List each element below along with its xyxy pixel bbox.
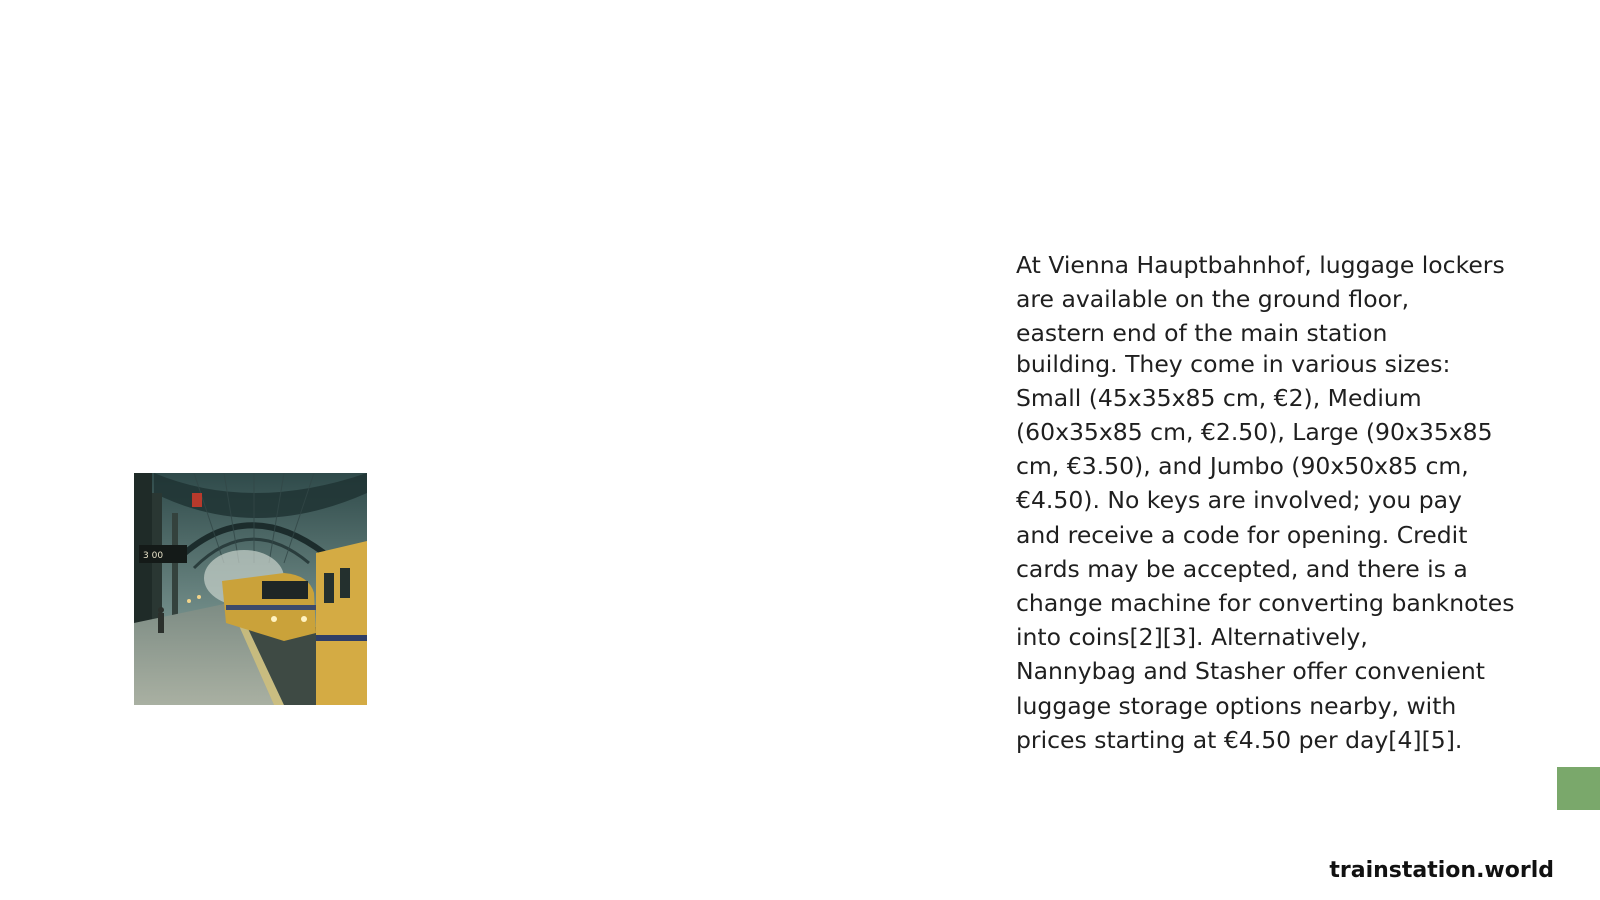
paragraph-line: cm, €3.50), and Jumbo (90x50x85 cm, <box>1016 452 1469 481</box>
accent-square <box>1557 767 1600 810</box>
paragraph-line: change machine for converting banknotes <box>1016 589 1515 618</box>
paragraph-line: (60x35x85 cm, €2.50), Large (90x35x85 <box>1016 418 1493 447</box>
paragraph-line: Small (45x35x85 cm, €2), Medium <box>1016 383 1422 412</box>
paragraph-line: €4.50). No keys are involved; you pay <box>1016 486 1462 515</box>
paragraph-line: are available on the ground floor, <box>1016 285 1410 314</box>
paragraph-line: and receive a code for opening. Credit <box>1016 520 1468 549</box>
paragraph-line: eastern end of the main station <box>1016 319 1388 348</box>
paragraph-line: luggage storage options nearby, with <box>1016 691 1457 720</box>
platform-sign-text: 3 00 <box>143 551 164 561</box>
paragraph-line: prices starting at €4.50 per day[4][5]. <box>1016 725 1463 754</box>
luggage-lockers-paragraph <box>1016 248 1546 757</box>
paragraph-line: cards may be accepted, and there is a <box>1016 554 1468 583</box>
paragraph-line: building. They come in various sizes: <box>1016 349 1451 378</box>
train-station-photo <box>134 473 367 705</box>
site-brand: trainstation.world <box>1329 858 1554 883</box>
train-station-illustration <box>134 473 367 705</box>
paragraph-line: At Vienna Hauptbahnhof, luggage lockers <box>1016 251 1505 279</box>
paragraph-line: Nannybag and Stasher offer convenient <box>1016 657 1486 686</box>
paragraph-line: into coins[2][3]. Alternatively, <box>1016 623 1368 652</box>
